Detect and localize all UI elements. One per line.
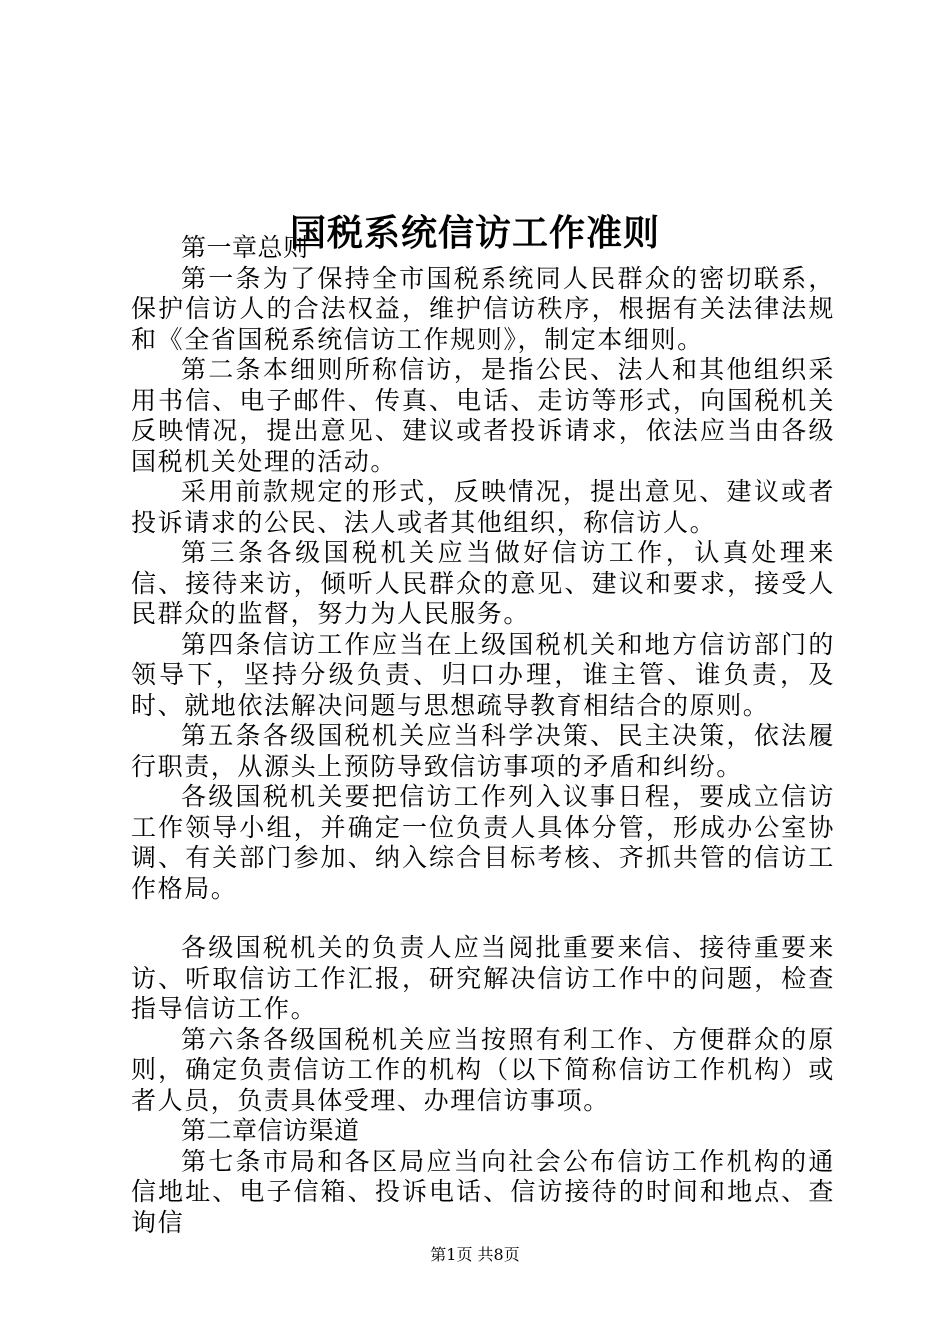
article-paragraph: 第四条信访工作应当在上级国税机关和地方信访部门的领导下，坚持分级负责、归口办理，谁主管、谁负责，及时、就地依法解决问题与思想疏导教育相结合的原则。 xyxy=(131,629,835,720)
article-paragraph: 第六条各级国税机关应当按照有利工作、方便群众的原则，确定负责信访工作的机构（以下简称信访工作机构）或者人员，负责具体受理、办理信访事项。 xyxy=(131,1024,835,1115)
article-paragraph: 第三条各级国税机关应当做好信访工作，认真处理来信、接待来访，倾听人民群众的意见、建议和要求，接受人民群众的监督，努力为人民服务。 xyxy=(131,538,835,628)
article-paragraph: 各级国税机关要把信访工作列入议事日程，要成立信访工作领导小组，并确定一位负责人具体分管，形成办公室协调、有关部门参加、纳入综合目标考核、齐抓共管的信访工作格局。 xyxy=(131,782,835,903)
page-number-footer: 第1页 共8页 xyxy=(430,1245,520,1264)
article-paragraph: 各级国税机关的负责人应当阅批重要来信、接待重要来访、听取信访工作汇报，研究解决信访工作中的问题，检查指导信访工作。 xyxy=(131,933,835,1023)
article-paragraph: 第五条各级国税机关应当科学决策、民主决策，依法履行职责，从源头上预防导致信访事项的矛盾和纠纷。 xyxy=(131,721,835,781)
article-paragraph: 采用前款规定的形式，反映情况，提出意见、建议或者投诉请求的公民、法人或者其他组织，称信访人。 xyxy=(131,477,835,537)
article-paragraph: 第一条为了保持全市国税系统同人民群众的密切联系，保护信访人的合法权益，维护信访秩序，根据有关法律法规和《全省国税系统信访工作规则》，制定本细则。 xyxy=(131,263,835,354)
chapter-heading: 第一章总则 xyxy=(181,233,309,262)
chapter-heading: 第二章信访渠道 xyxy=(181,1116,360,1145)
article-paragraph: 第七条市局和各区局应当向社会公布信访工作机构的通信地址、电子信箱、投诉电话、信访接待的时间和地点、查询信 xyxy=(131,1146,835,1237)
document-title: 国税系统信访工作准则 xyxy=(289,212,660,255)
article-paragraph: 第二条本细则所称信访，是指公民、法人和其他组织采用书信、电子邮件、传真、电话、走访等形式，向国税机关反映情况，提出意见、建议或者投诉请求，依法应当由各级国税机关处理的活动。 xyxy=(131,355,835,476)
document-body xyxy=(131,233,835,1238)
